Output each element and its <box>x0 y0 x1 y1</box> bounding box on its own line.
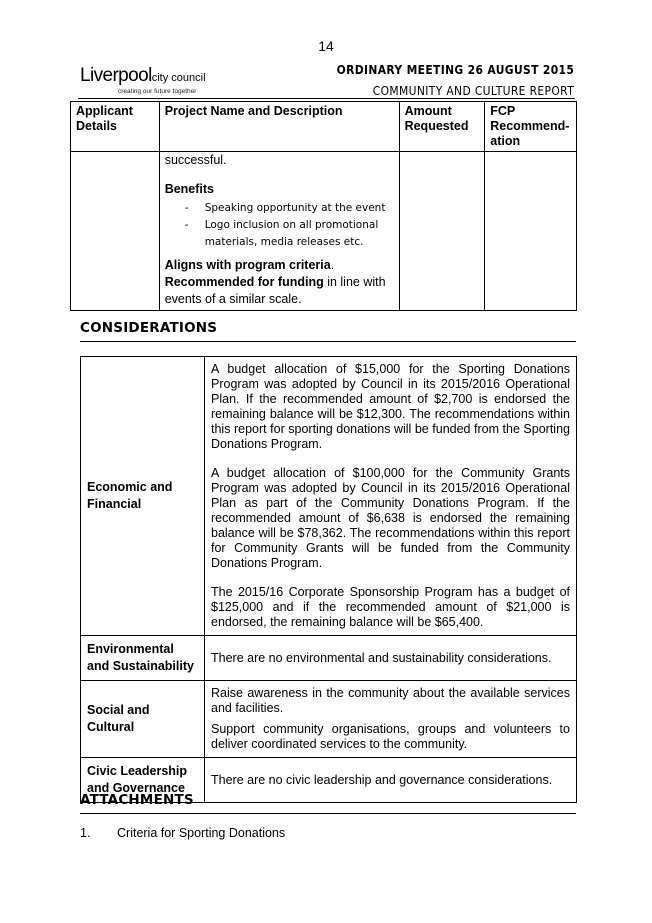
report-title: COMMUNITY AND CULTURE REPORT <box>372 83 574 98</box>
row-label-social: Social and Cultural <box>81 681 205 758</box>
benefits-list <box>165 200 394 251</box>
row-body-economic <box>205 357 577 636</box>
list-item <box>165 217 394 234</box>
council-logo <box>80 66 206 96</box>
row-body-social <box>205 681 577 758</box>
bullet-dash: - <box>184 202 189 214</box>
considerations-heading: CONSIDERATIONS <box>80 320 576 342</box>
fcp-cell <box>485 152 577 311</box>
table-row <box>81 681 577 758</box>
attachment-number: 1. <box>80 826 91 840</box>
logo-city: city council <box>151 72 206 84</box>
benefit-text: Logo inclusion on all promotional <box>204 219 379 231</box>
row-label-economic: Economic and Financial <box>81 357 205 636</box>
header-line: Details <box>76 119 117 133</box>
table-row <box>81 636 577 681</box>
applicant-cell <box>71 152 160 311</box>
header-line: Requested <box>404 119 469 133</box>
list-item <box>165 200 394 217</box>
aligns-suffix: . <box>330 258 335 272</box>
aligns-text: Aligns with program criteria <box>164 258 331 272</box>
project-description-cell <box>159 152 399 311</box>
header-line: Applicant <box>76 104 133 118</box>
list-item-continuation: materials, media releases etc. <box>204 236 364 248</box>
paragraph: A budget allocation of $100,000 for the Community Grants Program was adopted by Council in its 2015/2016 Operational Plan as part of the Community Donations Program. If the recommended amount of $6,638 is endorsed the remaining balance will be $78,362. The recommendations within this report for Community Grants will be funded from the Community Donations Program. <box>211 466 570 570</box>
benefits-heading: Benefits <box>164 182 215 196</box>
column-header-project <box>159 102 399 152</box>
row-label-civic: Civic Leadership and Governance <box>81 758 205 803</box>
row-body-environmental <box>205 636 577 681</box>
header-line: Recommend- <box>490 119 570 133</box>
attachments-heading: ATTACHMENTS <box>80 792 576 814</box>
recommendation-end: events of a similar scale. <box>164 292 302 306</box>
header-line: FCP <box>490 104 516 118</box>
amount-cell <box>399 152 485 311</box>
paragraph: The 2015/16 Corporate Sponsorship Program has a budget of $125,000 and if the recommended amount of $21,000 is endorsed, the remaining balance will be $65,400. <box>211 585 570 629</box>
continued-text: successful. <box>164 153 227 167</box>
column-header-amount <box>399 102 485 152</box>
paragraph: There are no environmental and sustainability considerations. <box>211 650 552 665</box>
row-label-environmental: Environmental and Sustainability <box>81 636 205 681</box>
header-line: ation <box>490 134 521 148</box>
recommended-text: in line with <box>323 275 386 289</box>
considerations-table <box>80 356 577 803</box>
attachment-title: Criteria for Sporting Donations <box>117 826 286 840</box>
column-header-applicant <box>71 102 160 152</box>
project-table <box>70 101 577 311</box>
paragraph: Support community organisations, groups and volunteers to deliver coordinated services to the community. <box>211 722 570 751</box>
aligns-statement <box>165 257 394 274</box>
project-table-header-row <box>71 102 577 152</box>
logo-word: Liverpool <box>80 65 152 86</box>
header-divider <box>78 98 575 99</box>
project-table-row <box>71 152 577 311</box>
logo-tagline: creating our future together <box>118 88 197 95</box>
page-number: 14 <box>318 38 334 54</box>
header-line: Amount <box>404 104 452 118</box>
table-row <box>81 357 577 636</box>
attachment-item[interactable] <box>80 826 285 840</box>
recommendation-statement <box>165 274 394 291</box>
column-header-fcp <box>485 102 577 152</box>
bullet-dash: - <box>184 219 189 231</box>
recommended-bold: Recommended for funding <box>164 275 324 289</box>
paragraph: Raise awareness in the community about the available services and facilities. <box>211 686 570 715</box>
benefit-text: Speaking opportunity at the event <box>204 202 386 214</box>
paragraph: A budget allocation of $15,000 for the Sporting Donations Program was adopted by Council in its 2015/2016 Operational Plan. If the recommended amount of $2,700 is endorsed the remaining balance will be $12,300. The recommendations within this report for sporting donations will be funded from the Sporting Donations Program. <box>211 362 570 451</box>
paragraph: There are no civic leadership and governance considerations. <box>211 772 553 787</box>
header-line: Project Name and Description <box>164 104 343 118</box>
meeting-title: ORDINARY MEETING 26 AUGUST 2015 <box>336 62 574 77</box>
